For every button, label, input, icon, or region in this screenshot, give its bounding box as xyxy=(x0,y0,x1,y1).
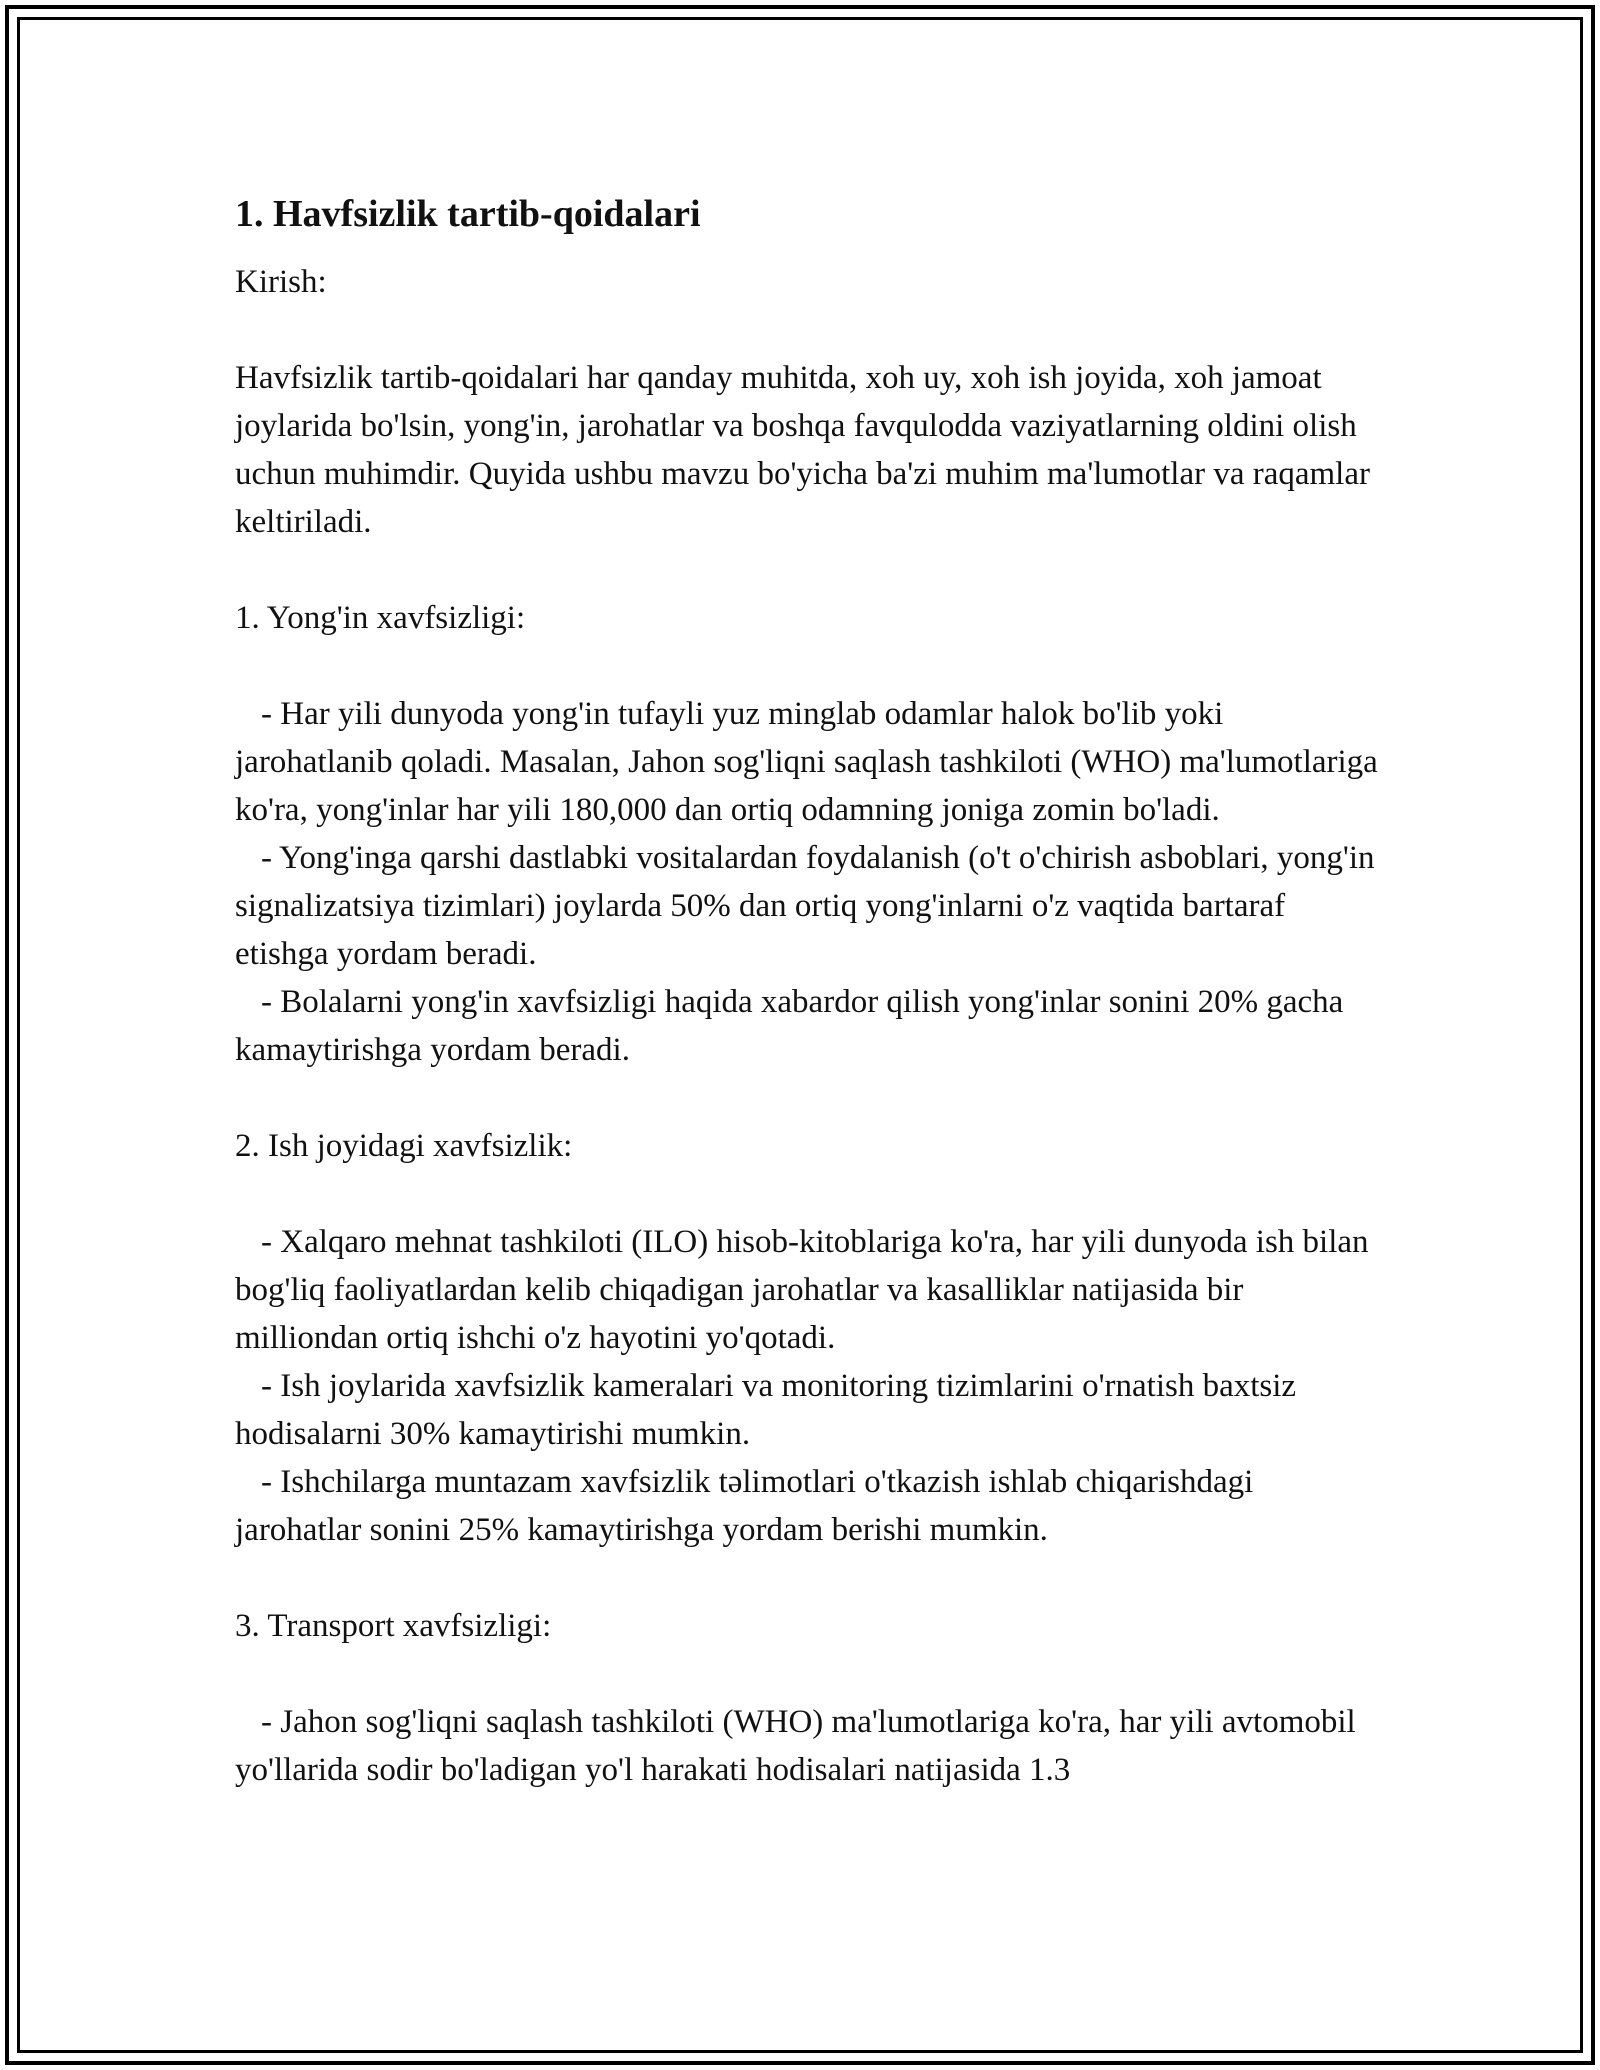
section-heading-fire-safety: 1. Yong'in xavfsizligi: xyxy=(235,600,526,636)
bullet-item: - Jahon sog'liqni saqlash tashkiloti (WHO) ma'lumotlariga ko'ra, har yili avtomobil yo'llarida sodir bo'ladigan yo'l harakati hodisalari natijasida 1.3 xyxy=(235,1704,1356,1788)
bullet-item: - Xalqaro mehnat tashkiloti (ILO) hisob-kitoblariga ko'ra, har yili dunyoda ish bilan bog'liq faoliyatlardan kelib chiqadigan jarohatlar va kasalliklar natijasida bir milliondan ortiq ishchi o'z hayotini yo'qotadi. xyxy=(235,1224,1369,1356)
intro-paragraph: Havfsizlik tartib-qoidalari har qanday muhitda, xoh uy, xoh ish joyida, xoh jamoat joylarida bo'lsin, yong'in, jarohatlar va boshqa favqulodda vaziyatlarning oldini olish uchun muhimdir. Quyida ushbu mavzu bo'yicha ba'zi muhim ma'lumotlar va raqamlar keltiriladi. xyxy=(235,360,1370,540)
intro-label: Kirish: xyxy=(235,264,327,300)
document-body xyxy=(235,190,1385,1794)
spacer xyxy=(235,306,1385,354)
spacer xyxy=(235,1650,1385,1698)
bullet-item: - Ish joylarida xavfsizlik kameralari va monitoring tizimlarini o'rnatish baxtsiz hodisalarni 30% kamaytirishi mumkin. xyxy=(235,1368,1297,1452)
document-title: 1. Havfsizlik tartib-qoidalari xyxy=(235,193,701,235)
bullet-item: - Yong'inga qarshi dastlabki vositalardan foydalanish (o't o'chirish asboblari, yong'in signalizatsiya tizimlari) joylarda 50% dan ortiq yong'inlarni o'z vaqtida bartaraf etishga yordam beradi. xyxy=(235,840,1375,972)
spacer xyxy=(235,642,1385,690)
bullet-item: - Har yili dunyoda yong'in tufayli yuz minglab odamlar halok bo'lib yoki jarohatlanib qoladi. Masalan, Jahon sog'liqni saqlash tashkiloti (WHO) ma'lumotlariga ko'ra, yong'inlar har yili 180,000 dan ortiq odamning joniga zomin bo'ladi. xyxy=(235,696,1378,828)
section-heading-transport-safety: 3. Transport xavfsizligi: xyxy=(235,1608,552,1644)
spacer xyxy=(235,1074,1385,1122)
spacer xyxy=(235,1170,1385,1218)
spacer xyxy=(235,546,1385,594)
spacer xyxy=(235,1554,1385,1602)
bullet-item: - Bolalarni yong'in xavfsizligi haqida xabardor qilish yong'inlar sonini 20% gacha kamaytirishga yordam beradi. xyxy=(235,984,1344,1068)
bullet-item: - Ishchilarga muntazam xavfsizlik təlimotlari o'tkazish ishlab chiqarishdagi jarohatlar sonini 25% kamaytirishga yordam berishi mumkin. xyxy=(235,1464,1254,1548)
section-heading-workplace-safety: 2. Ish joyidagi xavfsizlik: xyxy=(235,1128,573,1164)
